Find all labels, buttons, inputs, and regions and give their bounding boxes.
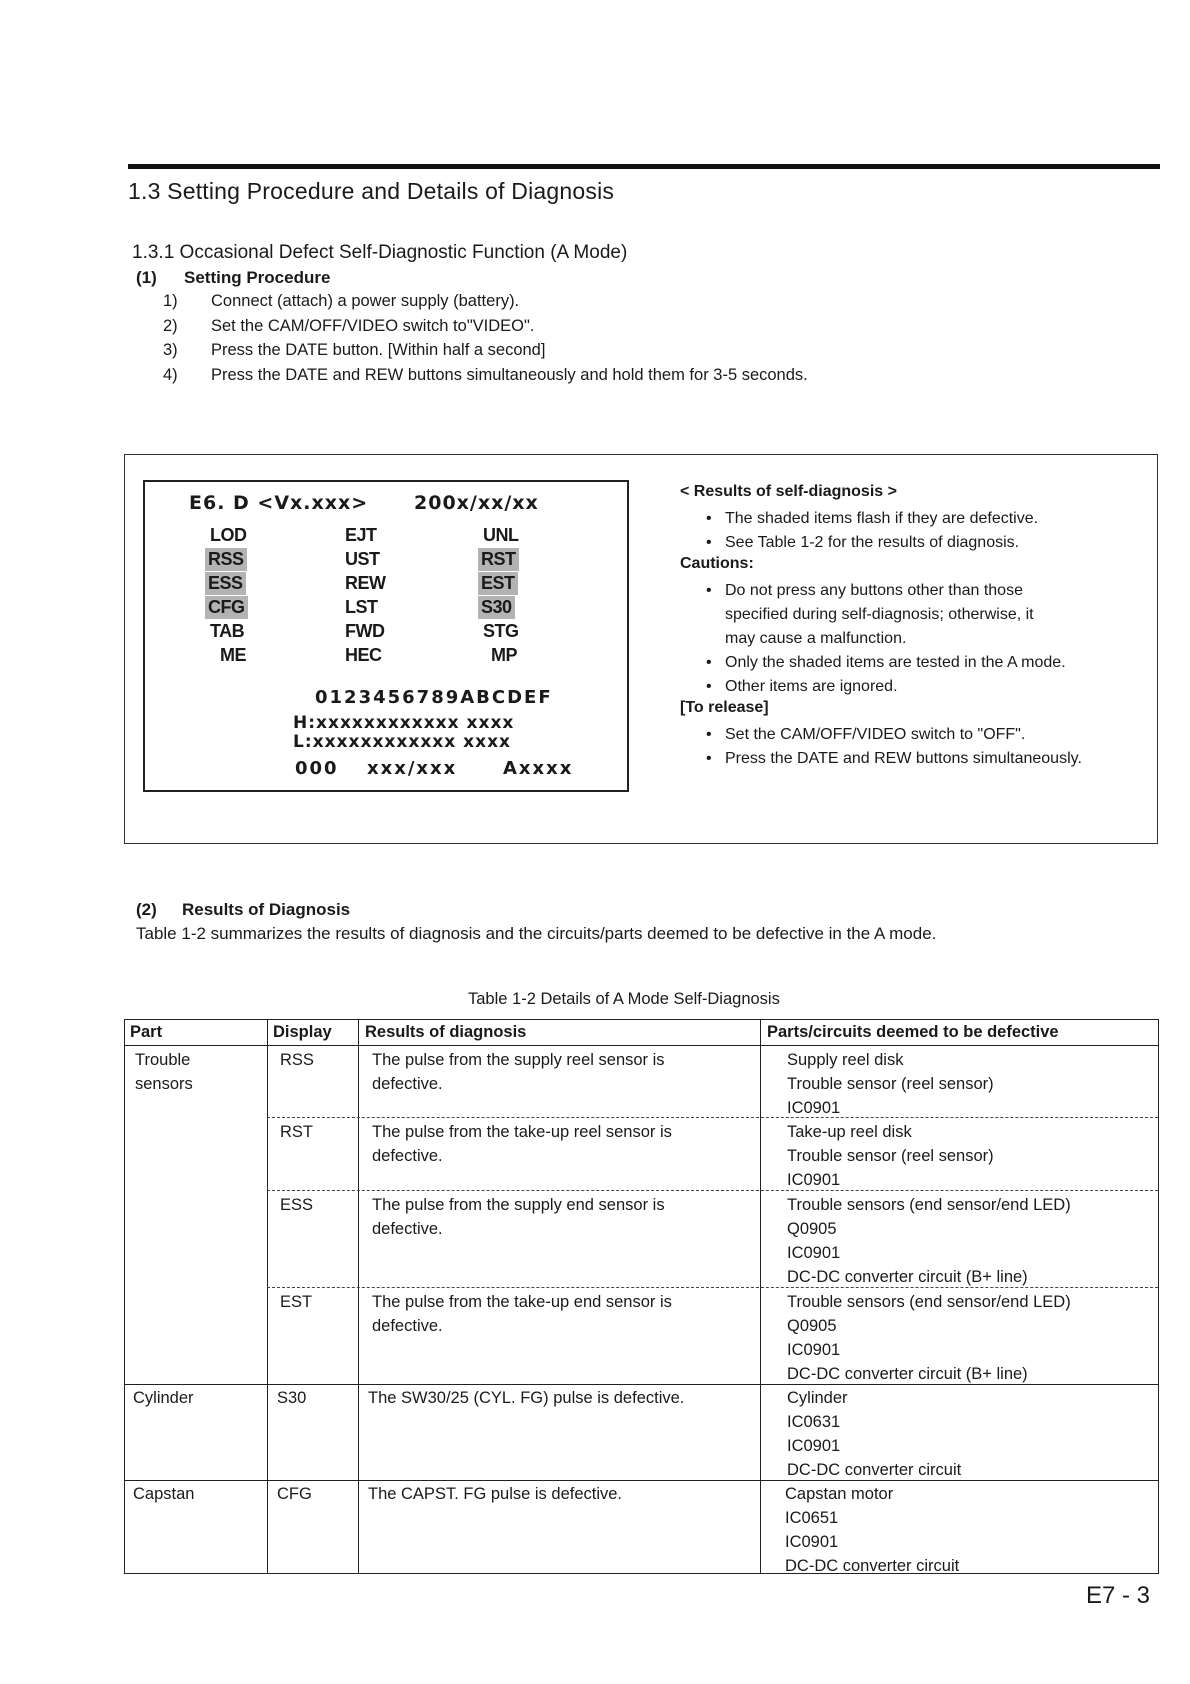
- step-item: 3) Press the DATE button. [Within half a second]: [163, 341, 546, 359]
- release-bullet: • Set the CAM/OFF/VIDEO switch to "OFF".: [680, 723, 1160, 747]
- screen-version: E6. D <Vx.xxx>: [189, 492, 369, 514]
- table-row-divider: [267, 1190, 1158, 1191]
- table-parts-cell: IC0901: [787, 1099, 841, 1117]
- table-header-display: Display: [273, 1023, 332, 1041]
- page-number: E7 - 3: [1086, 1582, 1151, 1609]
- table-column-divider: [760, 1020, 761, 1573]
- table-parts-cell: Capstan motor: [785, 1485, 894, 1503]
- results-bullet: • The shaded items flash if they are defective.: [680, 507, 1160, 531]
- table-caption: Table 1-2 Details of A Mode Self-Diagnosis: [468, 990, 780, 1008]
- screen-item: REW: [345, 573, 386, 593]
- screen-mode: Axxxx: [503, 758, 574, 779]
- table-parts-cell: DC-DC converter circuit: [787, 1461, 962, 1479]
- table-result-cell: defective.: [372, 1220, 443, 1238]
- table-result-cell: defective.: [372, 1075, 443, 1093]
- table-part-cell: sensors: [135, 1075, 193, 1093]
- screen-item: ME: [220, 645, 246, 665]
- table-result-cell: defective.: [372, 1147, 443, 1165]
- screen-item-shaded: ESS: [205, 572, 246, 595]
- table-part-cell: Capstan: [133, 1485, 195, 1503]
- screen-l-line: L:xxxxxxxxxxxx xxxx: [293, 732, 511, 752]
- table-column-divider: [267, 1020, 268, 1573]
- results-panel: [680, 483, 1160, 771]
- table-result-cell: The pulse from the supply reel sensor is: [372, 1051, 665, 1069]
- table-display-cell: EST: [280, 1293, 313, 1311]
- release-bullet: • Press the DATE and REW buttons simultaneously.: [680, 747, 1160, 771]
- top-rule: [128, 164, 1160, 169]
- step-item: 2) Set the CAM/OFF/VIDEO switch to"VIDEO".: [163, 316, 535, 335]
- procedure-number: (1): [136, 268, 157, 287]
- table-parts-cell: Trouble sensor (reel sensor): [787, 1075, 994, 1093]
- table-parts-cell: Cylinder: [787, 1389, 848, 1407]
- screen-item-shaded: RST: [478, 548, 519, 571]
- screen-item: STG: [483, 621, 519, 641]
- caution-bullet: • Other items are ignored.: [680, 675, 1160, 699]
- table-parts-cell: IC0901: [787, 1171, 841, 1189]
- table-parts-cell: IC0651: [785, 1509, 839, 1527]
- results-bullet: • See Table 1-2 for the results of diagnosis.: [680, 531, 1160, 555]
- table-result-cell: defective.: [372, 1317, 443, 1335]
- table-parts-cell: Supply reel disk: [787, 1051, 904, 1069]
- table-result-cell: The pulse from the take-up reel sensor is: [372, 1123, 672, 1141]
- table-header-parts: Parts/circuits deemed to be defective: [767, 1023, 1059, 1041]
- results-section-title: Results of Diagnosis: [182, 900, 351, 919]
- table-display-cell: ESS: [280, 1196, 314, 1214]
- screen-date: 200x/xx/xx: [414, 492, 539, 514]
- table-header-rule: [125, 1045, 1158, 1046]
- results-heading: < Results of self-diagnosis >: [680, 483, 897, 500]
- caution-bullet: • Do not press any buttons other than those: [680, 579, 1160, 603]
- screen-item: MP: [491, 645, 517, 665]
- table-parts-cell: IC0901: [787, 1341, 841, 1359]
- table-result-cell: The pulse from the supply end sensor is: [372, 1196, 665, 1214]
- table-header-part: Part: [130, 1023, 163, 1041]
- table-parts-cell: DC-DC converter circuit (B+ line): [787, 1365, 1028, 1383]
- table-parts-cell: Q0905: [787, 1220, 837, 1238]
- caution-bullet-continued: specified during self-diagnosis; otherwise, it: [725, 606, 1034, 623]
- step-item: 4) Press the DATE and REW buttons simultaneously and hold them for 3-5 seconds.: [163, 365, 808, 384]
- table-display-cell: RSS: [280, 1051, 314, 1069]
- table-result-cell: The SW30/25 (CYL. FG) pulse is defective.: [368, 1389, 685, 1407]
- screen-item: UST: [345, 549, 380, 569]
- screen-code: xxx/xxx: [367, 758, 458, 779]
- table-result-cell: The pulse from the take-up end sensor is: [372, 1293, 672, 1311]
- subsection-title: 1.3.1 Occasional Defect Self-Diagnostic Function (A Mode): [132, 242, 628, 263]
- table-header-results: Results of diagnosis: [365, 1023, 527, 1041]
- results-section-number: (2): [136, 900, 157, 919]
- table-row-divider: [125, 1480, 1158, 1481]
- screen-item: EJT: [345, 525, 377, 545]
- cautions-label: Cautions:: [680, 555, 754, 572]
- screen-last-line: [295, 758, 574, 779]
- screen-item-shaded: EST: [478, 572, 518, 595]
- screen-item-shaded: S30: [478, 596, 515, 619]
- table-parts-cell: IC0901: [787, 1437, 841, 1455]
- procedure-heading: [136, 268, 330, 288]
- table-parts-cell: Trouble sensor (reel sensor): [787, 1147, 994, 1165]
- table-parts-cell: Q0905: [787, 1317, 837, 1335]
- table-parts-cell: IC0901: [785, 1533, 839, 1551]
- caution-bullet: • Only the shaded items are tested in the A mode.: [680, 651, 1160, 675]
- screen-item-shaded: RSS: [205, 548, 247, 571]
- table-parts-cell: DC-DC converter circuit (B+ line): [787, 1268, 1028, 1286]
- table-result-cell: The CAPST. FG pulse is defective.: [368, 1485, 623, 1503]
- procedure-title: Setting Procedure: [184, 268, 331, 287]
- results-section-heading: [136, 900, 350, 920]
- results-section-text: Table 1-2 summarizes the results of diagnosis and the circuits/parts deemed to be defective in the A mode.: [136, 924, 937, 943]
- screen-header: [189, 492, 539, 514]
- screen-hex-line: 0123456789ABCDEF: [315, 687, 553, 708]
- screen-counter: 000: [295, 758, 339, 779]
- screen-item-shaded: CFG: [205, 596, 248, 619]
- table-parts-cell: DC-DC converter circuit: [785, 1557, 960, 1575]
- screen-item: FWD: [345, 621, 385, 641]
- table-parts-cell: IC0631: [787, 1413, 841, 1431]
- table-display-cell: CFG: [277, 1485, 312, 1503]
- diagnosis-table: [124, 1019, 1159, 1574]
- procedure-steps: [163, 292, 808, 390]
- table-display-cell: RST: [280, 1123, 313, 1141]
- diagnosis-screen: [143, 480, 629, 792]
- table-parts-cell: Trouble sensors (end sensor/end LED): [787, 1293, 1071, 1311]
- screen-item: LOD: [210, 525, 247, 545]
- table-part-cell: Cylinder: [133, 1389, 194, 1407]
- table-display-cell: S30: [277, 1389, 307, 1407]
- screen-h-line: H:xxxxxxxxxxxx xxxx: [293, 713, 515, 733]
- table-row-divider: [267, 1117, 1158, 1118]
- table-column-divider: [358, 1020, 359, 1573]
- table-parts-cell: IC0901: [787, 1244, 841, 1262]
- section-title: 1.3 Setting Procedure and Details of Diagnosis: [128, 178, 615, 204]
- screen-item: HEC: [345, 645, 382, 665]
- screen-item: TAB: [210, 621, 245, 641]
- caution-bullet-continued: may cause a malfunction.: [725, 630, 907, 647]
- screen-item: UNL: [483, 525, 519, 545]
- release-label: [To release]: [680, 699, 769, 716]
- table-parts-cell: Take-up reel disk: [787, 1123, 912, 1141]
- table-part-cell: Trouble: [135, 1051, 191, 1069]
- table-parts-cell: Trouble sensors (end sensor/end LED): [787, 1196, 1071, 1214]
- screen-item: LST: [345, 597, 378, 617]
- step-item: 1) Connect (attach) a power supply (battery).: [163, 292, 520, 310]
